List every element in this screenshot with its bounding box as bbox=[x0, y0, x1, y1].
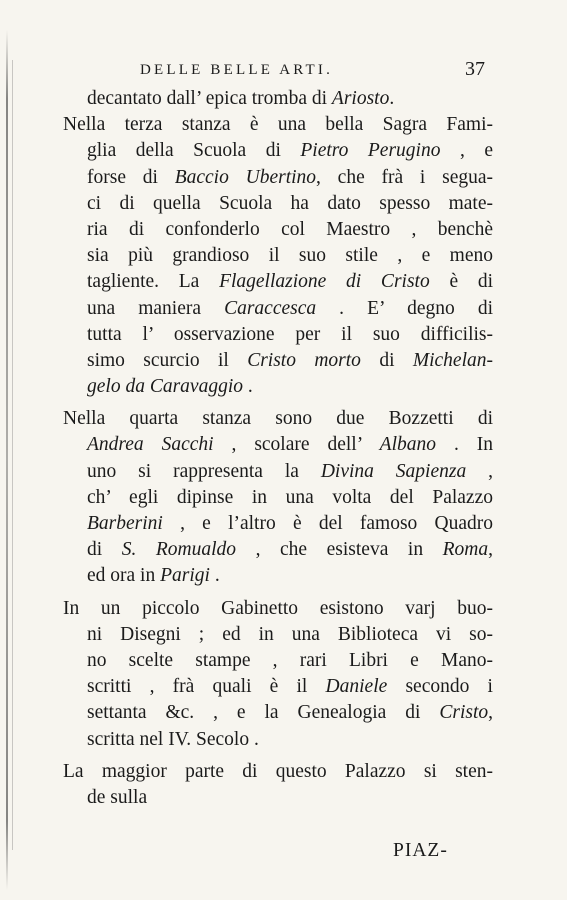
paragraph bbox=[63, 406, 493, 589]
text-line bbox=[63, 596, 493, 622]
text-segment: , bbox=[488, 539, 493, 561]
text-line bbox=[63, 138, 493, 164]
text-segment: , che frà i segua- bbox=[316, 166, 493, 188]
running-head-title: DELLE BELLE ARTI. bbox=[140, 62, 334, 78]
paragraph bbox=[63, 86, 493, 112]
text-line bbox=[63, 674, 493, 700]
text-line bbox=[63, 165, 493, 191]
text-segment: , bbox=[466, 460, 493, 482]
text-segment: di bbox=[360, 349, 413, 371]
text-line bbox=[63, 700, 493, 726]
text-line bbox=[63, 485, 493, 511]
text-segment: sia più grandioso il suo stile , e meno bbox=[87, 245, 493, 267]
italic-segment: Divina Sapienza bbox=[320, 460, 467, 482]
text-segment: una maniera bbox=[87, 297, 225, 319]
text-line bbox=[63, 86, 493, 112]
text-segment: forse di bbox=[87, 166, 175, 188]
text-segment: , scolare dell’ bbox=[213, 434, 380, 456]
italic-segment: Roma bbox=[442, 539, 489, 561]
text-line bbox=[63, 785, 493, 811]
page-number: 37 bbox=[465, 58, 485, 80]
text-segment: . bbox=[389, 88, 395, 109]
text-line bbox=[63, 269, 493, 295]
text-segment: . In bbox=[436, 434, 493, 456]
italic-segment: Barberini bbox=[87, 513, 163, 534]
text-segment: , e l’altro è del famoso Quadro bbox=[162, 513, 493, 534]
italic-segment: Caraccesca bbox=[224, 297, 317, 319]
italic-segment: Pietro Perugino bbox=[300, 140, 441, 162]
text-line bbox=[63, 348, 493, 374]
text-segment: scritta nel IV. Secolo . bbox=[87, 728, 259, 750]
text-segment: decantato dall’ epica tromba di bbox=[87, 88, 332, 109]
text-line bbox=[63, 727, 493, 753]
text-line bbox=[63, 622, 493, 648]
body-text bbox=[63, 86, 493, 811]
text-segment: simo scurcio il bbox=[87, 349, 248, 371]
text-line bbox=[63, 191, 493, 217]
italic-segment: Baccio Ubertino bbox=[174, 166, 317, 188]
text-segment: La maggior parte di questo Palazzo si sten- bbox=[63, 760, 493, 782]
text-segment: Nella terza stanza è una bella Sagra Fami- bbox=[63, 114, 493, 136]
italic-segment: Cristo bbox=[439, 702, 489, 724]
running-head bbox=[140, 58, 485, 86]
italic-segment: Michelan- bbox=[412, 349, 493, 371]
text-segment: ch’ egli dipinse in una volta del Palazzo bbox=[87, 486, 493, 508]
text-segment: uno si rappresenta la bbox=[87, 460, 321, 482]
text-line bbox=[63, 217, 493, 243]
text-segment: tagliente. La bbox=[87, 271, 220, 293]
paragraph bbox=[63, 759, 493, 811]
page-gutter-shadow bbox=[6, 30, 8, 890]
italic-segment: Parigi bbox=[160, 565, 210, 587]
text-line bbox=[63, 296, 493, 322]
text-line bbox=[63, 511, 493, 537]
text-line bbox=[63, 459, 493, 485]
text-segment: secondo i bbox=[387, 676, 493, 698]
text-segment: ni Disegni ; ed in una Biblioteca vi so- bbox=[87, 623, 493, 645]
italic-segment: Daniele bbox=[325, 676, 388, 698]
text-segment: . bbox=[243, 376, 253, 398]
text-segment: . bbox=[209, 565, 220, 587]
text-line bbox=[63, 406, 493, 432]
paragraph bbox=[63, 112, 493, 400]
text-line bbox=[63, 759, 493, 785]
text-segment: . E’ degno di bbox=[316, 297, 493, 319]
text-segment: è di bbox=[429, 271, 493, 293]
text-segment: glia della Scuola di bbox=[87, 140, 301, 162]
text-segment: di bbox=[87, 539, 122, 561]
text-line bbox=[63, 322, 493, 348]
catchword: PIAZ- bbox=[393, 840, 448, 861]
text-segment: scritti , frà quali è il bbox=[87, 676, 326, 698]
italic-segment: Ariosto bbox=[331, 88, 390, 109]
text-segment: ria di confonderlo col Maestro , benchè bbox=[87, 218, 493, 240]
text-line bbox=[63, 374, 493, 400]
text-segment: tutta l’ osservazione per il suo difficilis- bbox=[87, 323, 493, 345]
paragraph bbox=[63, 596, 493, 753]
text-segment: ed ora in bbox=[87, 565, 161, 587]
italic-segment: Andrea Sacchi bbox=[87, 434, 214, 456]
italic-segment: Cristo morto bbox=[247, 349, 361, 371]
text-line bbox=[63, 243, 493, 269]
text-segment: no scelte stampe , rari Libri e Mano- bbox=[87, 649, 493, 671]
text-line bbox=[63, 563, 493, 589]
italic-segment: S. Romualdo bbox=[121, 539, 237, 561]
text-line bbox=[63, 648, 493, 674]
text-segment: settanta &c. , e la Genealogia di bbox=[87, 702, 440, 724]
italic-segment: gelo da Caravaggio bbox=[87, 376, 243, 398]
italic-segment: Flagellazione di Cristo bbox=[219, 271, 430, 293]
text-segment: , e bbox=[440, 140, 493, 162]
text-segment: , bbox=[488, 702, 493, 724]
italic-segment: Albano bbox=[379, 434, 437, 456]
text-line bbox=[63, 112, 493, 138]
text-segment: de sulla bbox=[87, 786, 148, 808]
text-segment: In un piccolo Gabinetto esistono varj buo- bbox=[63, 597, 493, 619]
text-segment: , che esisteva in bbox=[236, 539, 443, 561]
text-line bbox=[63, 432, 493, 458]
page-gutter-line bbox=[12, 60, 13, 850]
text-segment: ci di quella Scuola ha dato spesso mate- bbox=[87, 192, 493, 214]
text-line bbox=[63, 537, 493, 563]
text-segment: Nella quarta stanza sono due Bozzetti di bbox=[63, 408, 493, 430]
